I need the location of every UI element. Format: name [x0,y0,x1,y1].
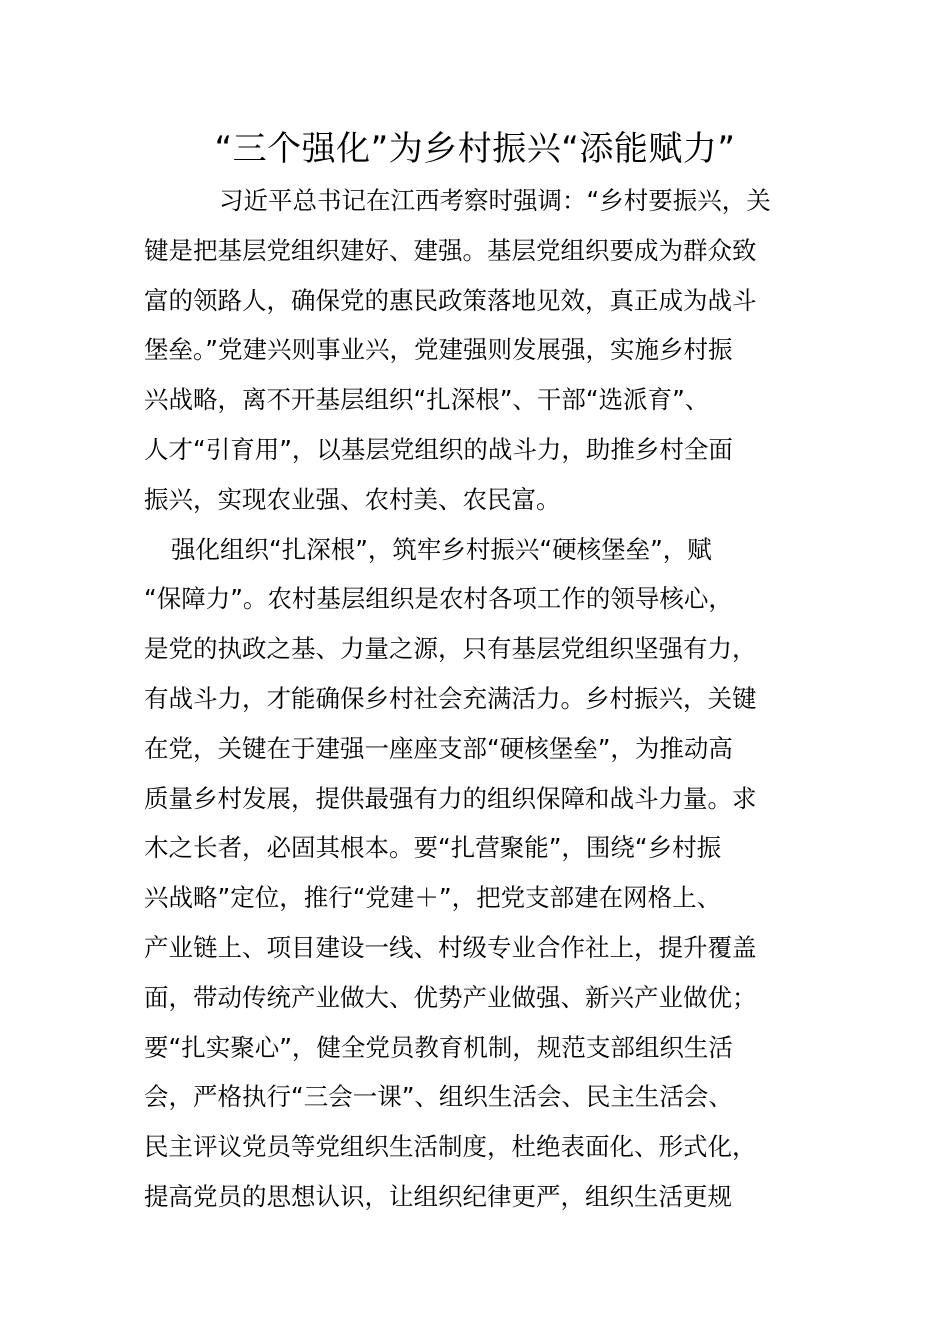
paragraph-line: “保障力”。农村基层组织是农村各项工作的领导核心， [144,584,733,614]
paragraph-line: 富的领路人，确保党的惠民政策落地见效，真正成为战斗 [144,285,757,315]
paragraph-line: 在党，关键在于建强一座座支部“硬核堡垒”，为推动高 [144,733,733,763]
paragraph-line: 振兴，实现农业强、农村美、农民富。 [144,484,561,514]
paragraph-line: 兴战略，离不开基层组织“扎深根”、干部“选派育”、 [144,385,710,415]
paragraph-2 [144,525,810,1222]
document-body [144,176,810,1222]
paragraph-line: 产业链上、项目建设一线、村级专业合作社上，提升覆盖 [144,932,757,962]
paragraph-1 [144,176,810,525]
paragraph-line: 提高党员的思想认识，让组织纪律更严，组织生活更规 [144,1181,732,1211]
paragraph-line: 民主评议党员等党组织生活制度，杜绝表面化、形式化， [144,1132,757,1162]
paragraph-line: 习近平总书记在江西考察时强调：“乡村要振兴，关 [219,186,771,215]
paragraph-line: 面，带动传统产业做大、优势产业做强、新兴产业做优； [144,982,757,1012]
paragraph-line: 是党的执政之基、力量之源，只有基层党组织坚强有力， [144,634,757,664]
paragraph-line: 兴战略”定位，推行“党建＋”，把党支部建在网格上、 [144,883,722,913]
paragraph-line: 质量乡村发展，提供最强有力的组织保障和战斗力量。求 [144,783,757,813]
paragraph-line: 会，严格执行“三会一课”、组织生活会、民主生活会、 [144,1082,733,1112]
paragraph-line: 木之长者，必固其根本。要“扎营聚能”，围绕“乡村振 [144,833,722,863]
paragraph-line: 有战斗力，才能确保乡村社会充满活力。乡村振兴，关键 [144,683,757,713]
document-title: “三个强化”为乡村振兴“添能赋力” [214,129,736,169]
paragraph-line: 要“扎实聚心”，健全党员教育机制，规范支部组织生活 [144,1032,733,1062]
paragraph-line: 堡垒。”党建兴则事业兴，党建强则发展强，实施乡村振 [144,335,733,365]
paragraph-line: 人才“引育用”，以基层党组织的战斗力，助推乡村全面 [144,434,733,464]
paragraph-line: 强化组织“扎深根”，筑牢乡村振兴“硬核堡垒”，赋 [171,534,712,564]
paragraph-line: 键是把基层党组织建好、建强。基层党组织要成为群众致 [144,235,757,265]
